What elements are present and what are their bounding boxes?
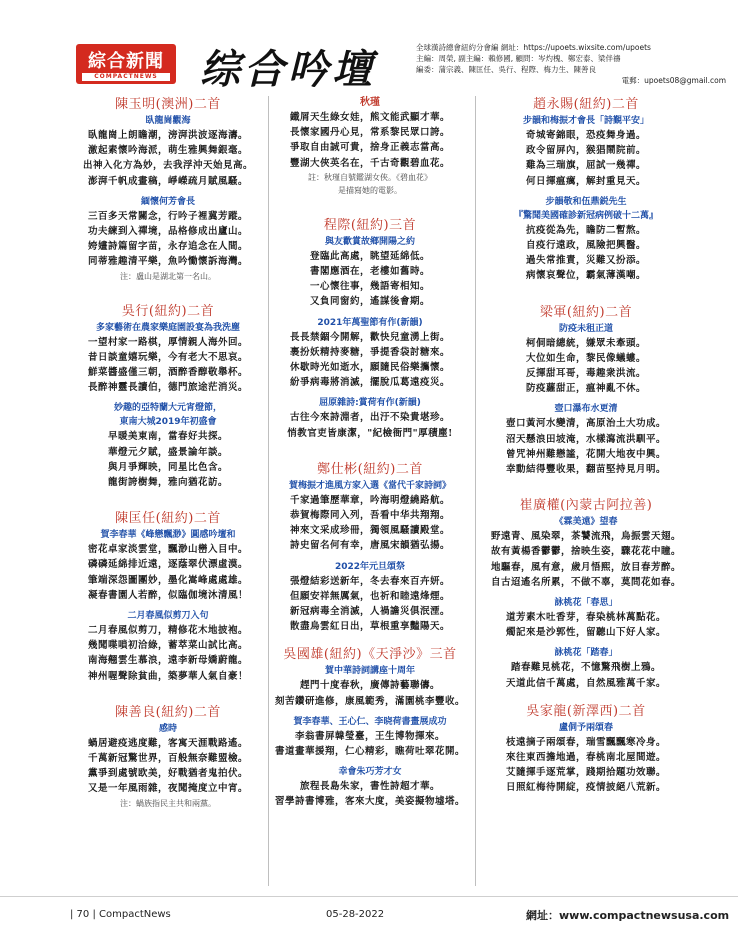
poem-note: 註：秋瑾自號鑑湖女俠。《碧血花》 [308,172,432,182]
poem-title: 2021年萬聖節有作(新韻) [317,317,423,328]
poem-line: 習學詩書博雅，客來大度，美姿擬物墟塔。 [274,796,465,808]
poem-title: 幸會朱巧芳才女 [338,767,402,778]
poem-line: 雞為三瑞旗，屈試一幾禪。 [525,160,646,172]
poem-line: 同蒂雅趣清平樂，魚吟慟懷訴海灣。 [87,256,248,268]
poem-line: 臥龍崗上朗瞻潮，滂湃洪波逐海濤。 [87,130,248,141]
poem-line: 休歇時光如逝水，願隨民俗樂攜懷。 [289,362,450,374]
poet-heading: 陳善良(紐約)二首 [115,704,221,720]
poem-line: 一望村家一路棋，厚情親人海外回。 [87,336,248,348]
issue-date: 05-28-2022 [326,909,385,920]
poem-line: 抗疫從為先，瞻防二暫熬。 [525,224,646,236]
poem-title: 步韻敬和伍鼎鋭先生 [545,196,627,207]
poem-line: 又負同窗約，遙謀後會期。 [309,296,430,308]
poem-line: 黨爭到處號欧美，好戰猶者鬼拍伏。 [87,768,248,780]
poem-line: 枝遠摘子兩頌春，瑞雪飄飄寒冷身。 [505,736,666,748]
poem-line: 旅程長島朱家，書性詩超才華。 [299,781,440,793]
poem-line: 功夫練到入禪境，品格修成出廬山。 [87,226,248,238]
poem-title: 二月春風似剪刀入句 [127,611,209,622]
masthead-line: 主編：周榮, 副主編：賴修國, 顧問：岑灼槐、鄭宏泰、梁伴禱 [416,54,621,63]
poem-line: 與月爭輝映，同星比色含。 [107,461,228,473]
column-left [68,96,268,810]
poem-line: 爭取自由誠可貴，捨身正義志當高。 [289,142,450,154]
poem-line: 來往東西擔地過，春桃南北屋間遊。 [505,752,666,764]
poem-line: 野遠青、風染翠，茶饕流飛，烏振雲天翅。 [490,531,681,543]
poem-line: 磷磷延綿排近遠，逐蔭翠伏漂虛漠。 [87,559,248,571]
poem-title: 秋瑾 [360,97,380,108]
poem-line: 書道畫華援翔，仁心精彩，瞧荷吐翠花開。 [274,746,465,758]
poem-title: 防疫未租正道 [558,323,613,334]
poem-line: 燭記來是沙郭性，留聽山下好人家。 [505,627,666,639]
poem-line: 沼天懸浪田坡淹，水樣瀉流洪馴平。 [505,433,666,445]
poem-line: 自疫行遠政，風險把興醫。 [525,240,646,252]
page-footer [0,896,738,936]
website-address: 網址：www.compactnewsusa.com [526,909,730,922]
masthead-email: 電郵：upoets08@gmail.com [621,76,726,85]
poem-line: 千萬新冠驚世界，百般無奈難盟檢。 [87,753,248,765]
poem-line: 紛爭病毒將消滅，擺脫瓜葛遠疫災。 [289,377,450,389]
poem-line: 長懷家國丹心見，常系黎民眾口誇。 [289,127,450,139]
poem-title: 《霖美遠》望春 [554,517,618,528]
poem-line: 壺口黃河水變清，高原治土大功成。 [505,418,666,430]
section-title: 综合吟壇 [200,46,376,93]
poem-title: 詠桃花「踏春」 [554,648,618,659]
poem-line: 二月春風似剪刀，精修花木地披袍。 [87,625,248,637]
poem-line: 豐湖大俠英名在，千古奇觀碧血花。 [289,157,450,169]
poem-title: 東南大城2019年初盛會 [119,417,217,428]
poet-heading: 吳行(紐約)二首 [121,303,215,319]
poem-line: 又是一年風雨雜，夜聞掩度立中宵。 [87,783,248,795]
poem-title: 感時 [158,723,177,734]
poem-line: 鐵屑天生綠女娃，熊文能武顯才華。 [289,112,450,123]
column-divider [475,96,476,886]
poem-line: 長長禁錮今開解，歡快兒童湧上街。 [289,331,450,343]
masthead-line: 編委：蒲宗義、陳匡任、吳行、程際、梅力生、陳善良 [416,65,596,74]
poem-line: 張燈結彩送新年，冬去春來百卉妍。 [289,575,450,587]
poem-note: 注：蝸族指民主共和兩黨。 [120,798,216,808]
poem-note: 注：盧山是湖北第一名山。 [120,271,216,281]
poem-line: 出神入化方為妙，去我浮沖天始見高。 [82,160,253,172]
poem-title: 賀李春華《峰戀飄渺》圓感吟壇和 [100,530,236,541]
poem-title: 賀梅振才進風方家入選《當代千家詩詞》 [288,480,451,491]
poet-heading: 程際(紐約)三首 [323,217,417,233]
poem-line: 詩史留名何有幸，唐風宋韻猶弘揚。 [289,540,450,552]
poem-line: 南海翹雲生慕浪，遠李新母嬌蔚龍。 [87,655,248,667]
poem-title: 2022年元旦頌祭 [334,561,406,572]
masthead-line: 全球漢詩總會紐約分會編 網址：https://upoets.wixsite.com/upoets [416,43,651,52]
poem-line: 曾咒神州難戀謐，花開大地夜中興。 [505,448,666,460]
poem-line: 趕門十度春秋，廣傳詩藝聯儔。 [299,680,440,692]
poem-line: 奇城寄錦眼，恐疫舞身過。 [525,130,646,141]
poet-heading: 梁軍(紐約)二首 [539,304,633,320]
poem-line: 龍街誇樹舞，雅向猶花訪。 [107,477,228,489]
poem-line: 散盡烏雲紅日出，草根重享豔陽天。 [289,621,450,633]
poem-line: 幸動結得豐收果，翻苗堅持見月明。 [505,464,666,476]
poem-line: 幾聞喋嗩初洽綠，蓄萃菜山試比高。 [87,640,248,652]
poem-title: 盧侗予兩頌春 [558,722,613,733]
poem-line: 李翁書屏韓瑩臺，王生博物揮來。 [294,730,445,742]
poem-line: 千家過筆歷華章，吟海明燈繞路航。 [289,494,450,506]
poem-title: 妙趣的亞特蘭大元宵燈節， [113,403,222,414]
poem-title: 步韻和梅振才會長「詩覲平安」 [522,116,649,126]
poem-line: 新冠病毒全消滅，人禍譫災俱泯湮。 [289,606,450,618]
poem-line: 過失常推責，災難又扮添。 [525,255,646,267]
poem-line: 密花卓家淡雲堂，飄渺山巒入目中。 [87,544,248,556]
poem-title: 詠桃花「春思」 [554,598,618,609]
poem-line: 神州喔聲除貧曲，築夢華人氣自豪！ [87,670,248,682]
poem-line: 天道此信千萬處，自然風雅萬千家。 [505,677,666,689]
poem-line: 刻苦鑽研進修，康風範秀，滿園桃李豐收。 [274,695,465,707]
poem-title: 『驚聞美國確診新冠病例破十二萬』 [513,210,658,221]
poem-title: 賀中華詩詞講座十周年 [324,666,415,677]
poem-line: 病懷哀聲位，霸氣薄漢嘲。 [525,270,646,282]
poem-line: 何日揮瘟癘，解封重見天。 [525,175,646,187]
poem-line: 華燈元夕賦，盛景論年談。 [107,446,228,458]
poet-heading: 崔廣權(內蒙古阿拉善) [519,498,653,514]
poem-line: 艾隨揮手逐荒掌，踐期拾題功效聯。 [505,767,666,779]
poem-title: 臥龍崗觀海 [145,116,191,126]
poem-line: 但願安祥無厲氣，也祈和睦遠烽煙。 [289,590,450,602]
poem-title: 多家藝術在農家樂庭園設宴為我洗塵 [95,322,240,333]
poem-line: 書閣應酒在，老樓如舊時。 [309,266,430,278]
poem-line: 蝸居避疫逃度難，客寓天涯戰路遙。 [87,737,248,749]
poem-line: 悄教官吏皆康潔，"紀檢衙門"厚積塵! [287,427,453,439]
poem-line: 自古迢遙名所累，不做不辜，莫問花如春。 [490,576,681,588]
poem-line: 政令留屏內，猴猖鬧院前。 [525,145,646,157]
poem-line: 筆端深怨圖團妙，墨化嵩峰處處雄。 [87,574,248,586]
poem-line: 長醉神靈長讀伯，德門旅途茫消災。 [87,382,248,394]
poem-line: 一心懷往事，幾語寄相知。 [309,281,430,293]
poet-heading: 吳家龍(新澤西)二首 [526,703,646,719]
poet-heading: 陳玉明(澳洲)二首 [115,97,221,112]
poem-line: 地驅春，風有意，歲月悟熙，放目春芳醉。 [490,561,681,573]
poem-line: 裹扮妖精持麥糖，爭提香袋討糖來。 [289,346,450,358]
poem-line: 踏春難見桃花，不憶驚飛樹上鴉。 [510,662,661,674]
poem-line: 防疫蘿甜正，瘟神亂不休。 [525,383,646,395]
poem-line: 柯侗暗總統，嫌眾未牽頭。 [525,337,646,349]
poem-line: 道芳素木吐香芽，春染桃林萬點花。 [505,612,666,624]
poem-line: 登臨此高處，眺望延綿低。 [309,250,430,262]
poem-line: 古往今來詩淵者，出汙不染貴堪珍。 [289,412,450,424]
poem-line: 反揮甜耳哥，毒趣衆洪流。 [525,368,646,380]
poem-line: 激起素懷吟海派，萌生雅興舞銀毫。 [87,145,248,157]
poet-heading: 鄭仕彬(紐約)二首 [317,461,423,477]
poem-title: 緬懷何芳會長 [140,196,195,207]
logo-subtext: COMPACTNEWS [82,73,170,81]
poem-line: 早暖美東南，當春好共探。 [107,431,228,443]
poem-line: 姱嫿詩篇留字苗，永存追念在人間。 [87,241,248,253]
poem-line: 昔日談童嬉玩樂，今有老大不思哀。 [87,351,248,363]
poem-title: 與友歡賞故鄉開陽之約 [324,236,415,247]
poem-line: 大位如生命，黎民像蟻螻。 [525,352,646,364]
poem-title: 壺口瀑布水更清 [554,404,618,415]
poet-heading: 吳國雄(紐約)《天淨沙》三首 [283,647,457,663]
poem-note: 是描寫她的電影。 [338,185,402,195]
newspaper-logo [76,44,176,84]
column-middle [268,96,472,810]
poem-line: 鮮菜醬盛僅三朝，酒醉香醇敬舉杯。 [87,367,248,379]
poem-line: 澎湃千帆成畫稿，崢嶸疏月賦風騷。 [87,175,248,187]
poem-line: 故有黃楊香鬱鬱，捨映生姿，驟花花中瞳。 [490,546,681,558]
poem-line: 神來文采成珍冊，獨領風騷讀殿堂。 [289,525,450,537]
masthead-info [416,42,726,86]
logo-text: 綜合新聞 [88,51,164,72]
poet-heading: 趙永賜(紐約)二首 [533,97,639,112]
page-header [0,0,738,92]
poem-line: 恭賀梅際同入列，吾看中华共翔翔。 [289,510,450,522]
poet-heading: 陳匡任(紐約)二首 [115,511,221,527]
poem-title: 屈原雜詩:賞荷有作(新韻) [319,398,421,409]
column-right [480,96,692,796]
page-number: | 70 | CompactNews [70,909,171,920]
poem-line: 日照紅梅待開綻，疫情披絕八荒新。 [505,782,666,794]
poem-line: 凝春書園人若醉，似臨伽境沐清風！ [87,589,248,601]
poem-title: 賀李春華、王心仁、李晓荷書畫展成功 [293,716,447,727]
poem-line: 三百多天常關念，行吟子裡冀芳蹤。 [87,210,248,222]
